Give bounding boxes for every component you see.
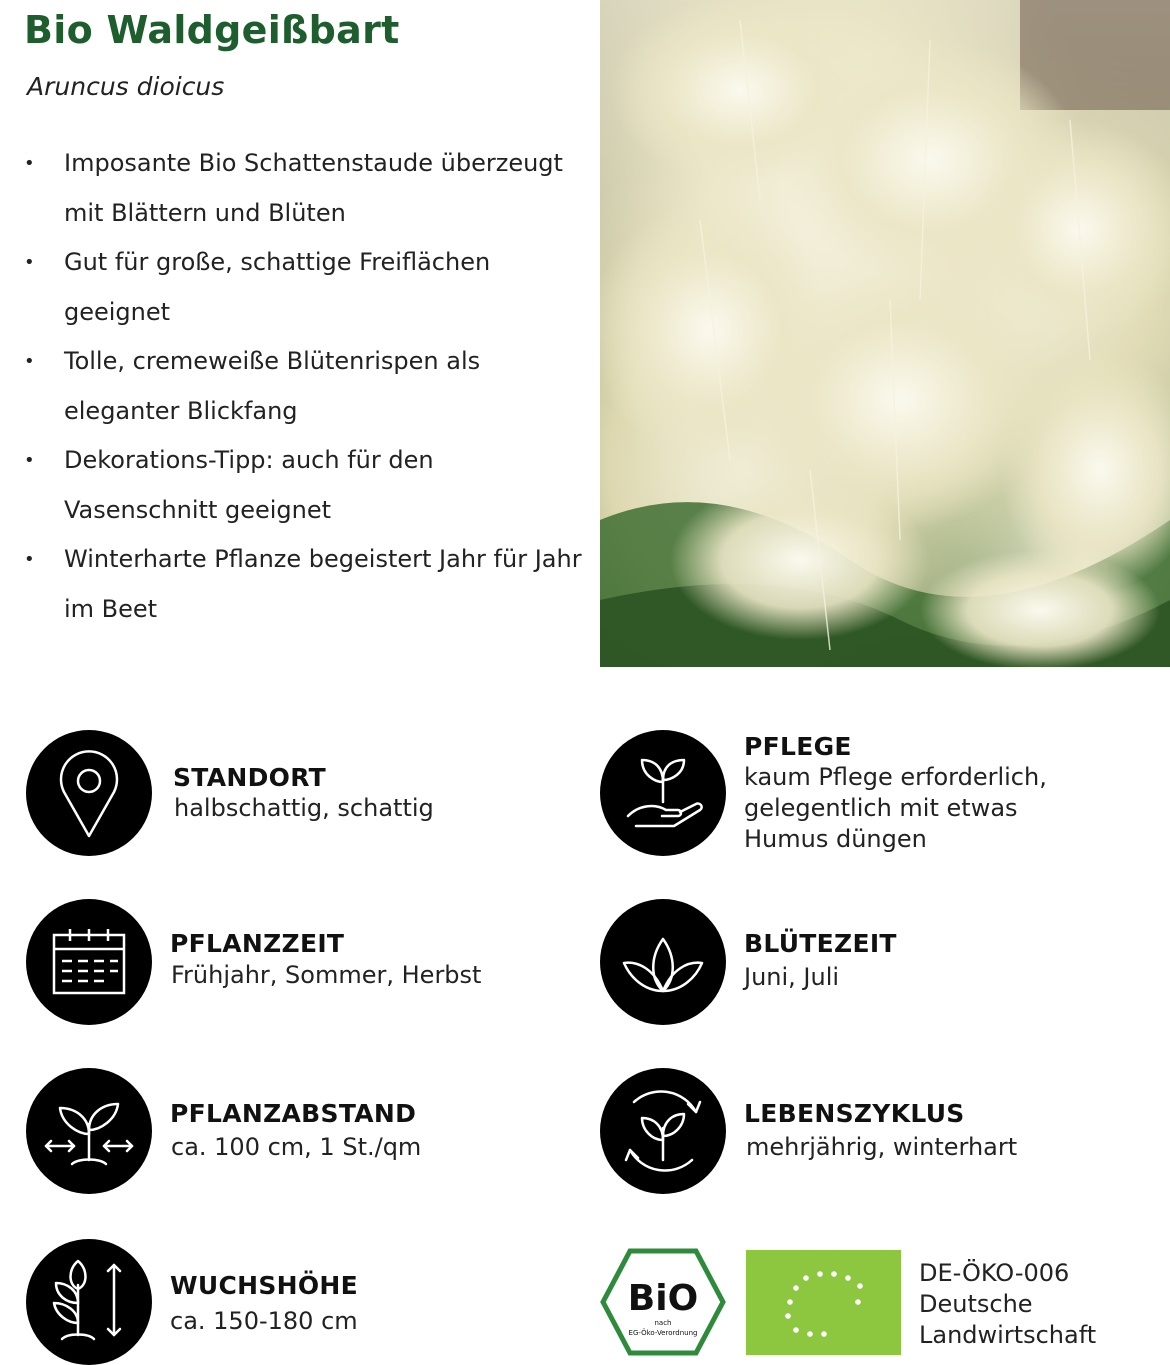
bullet-item: • Dekorations-Tipp: auch für den Vasenschnitt geeignet (24, 436, 584, 535)
plant-height-icon (26, 1239, 152, 1365)
bullet-item: • Gut für große, schattige Freiflächen geeignet (24, 238, 584, 337)
lebenszyklus-label: LEBENSZYKLUS (744, 1099, 965, 1128)
flower-photo-icon (600, 0, 1170, 667)
location-pin-icon (26, 730, 152, 856)
pflege-icon-badge (600, 730, 726, 856)
pflanzabstand-value: ca. 100 cm, 1 St./qm (171, 1133, 422, 1161)
bullet-item: • Imposante Bio Schattenstaude überzeugt mit Blättern und Blüten (24, 139, 584, 238)
product-photo (600, 0, 1170, 667)
wuchshoehe-icon-badge (26, 1239, 152, 1365)
wuchshoehe-label: WUCHSHÖHE (170, 1271, 359, 1300)
eu-leaf-stars-icon (746, 1250, 901, 1355)
plant-spacing-icon (26, 1068, 152, 1194)
wuchshoehe-value: ca. 150-180 cm (170, 1307, 358, 1335)
bullet-item: • Winterharte Pflanze begeistert Jahr für Jahr im Beet (24, 535, 584, 634)
pflege-value: kaum Pflege erforderlich, gelegentlich mit etwas Humus düngen (744, 763, 1047, 853)
bluetezeit-icon-badge (600, 899, 726, 1025)
bullet-item: • Tolle, cremeweiße Blütenrispen als eleganter Blickfang (24, 337, 584, 436)
lebenszyklus-icon-badge (600, 1068, 726, 1194)
pflanzzeit-icon-badge (26, 899, 152, 1025)
bluetezeit-value: Juni, Juli (744, 963, 840, 991)
pflanzzeit-label: PFLANZZEIT (170, 929, 345, 958)
standort-label: STANDORT (173, 763, 326, 792)
bio-seal-text: BiO (627, 1278, 699, 1319)
bio-seal-icon (600, 1248, 726, 1356)
lotus-flower-icon (600, 899, 726, 1025)
bluetezeit-label: BLÜTEZEIT (744, 929, 897, 958)
calendar-icon (26, 899, 152, 1025)
feature-bullet-list (24, 139, 584, 634)
lebenszyklus-value: mehrjährig, winterhart (746, 1133, 1018, 1161)
product-title: Bio Waldgeißbart (24, 8, 400, 52)
pflanzzeit-value: Frühjahr, Sommer, Herbst (171, 961, 482, 989)
product-latin-name: Aruncus dioicus (27, 72, 225, 101)
pflanzabstand-icon-badge (26, 1068, 152, 1194)
pflanzabstand-label: PFLANZABSTAND (170, 1099, 417, 1128)
plant-cycle-icon (600, 1068, 726, 1194)
standort-value: halbschattig, schattig (174, 794, 434, 822)
pflege-label: PFLEGE (744, 732, 852, 761)
standort-icon-badge (26, 730, 152, 856)
organic-control-code: DE-ÖKO-006 Deutsche Landwirtschaft (919, 1259, 1097, 1349)
bio-seal-subtext: EG-Öko-Verordnung (628, 1329, 698, 1337)
eu-organic-logo (746, 1250, 901, 1355)
bio-seal-subtext: nach (654, 1319, 672, 1327)
plant-in-hand-icon (600, 730, 726, 856)
